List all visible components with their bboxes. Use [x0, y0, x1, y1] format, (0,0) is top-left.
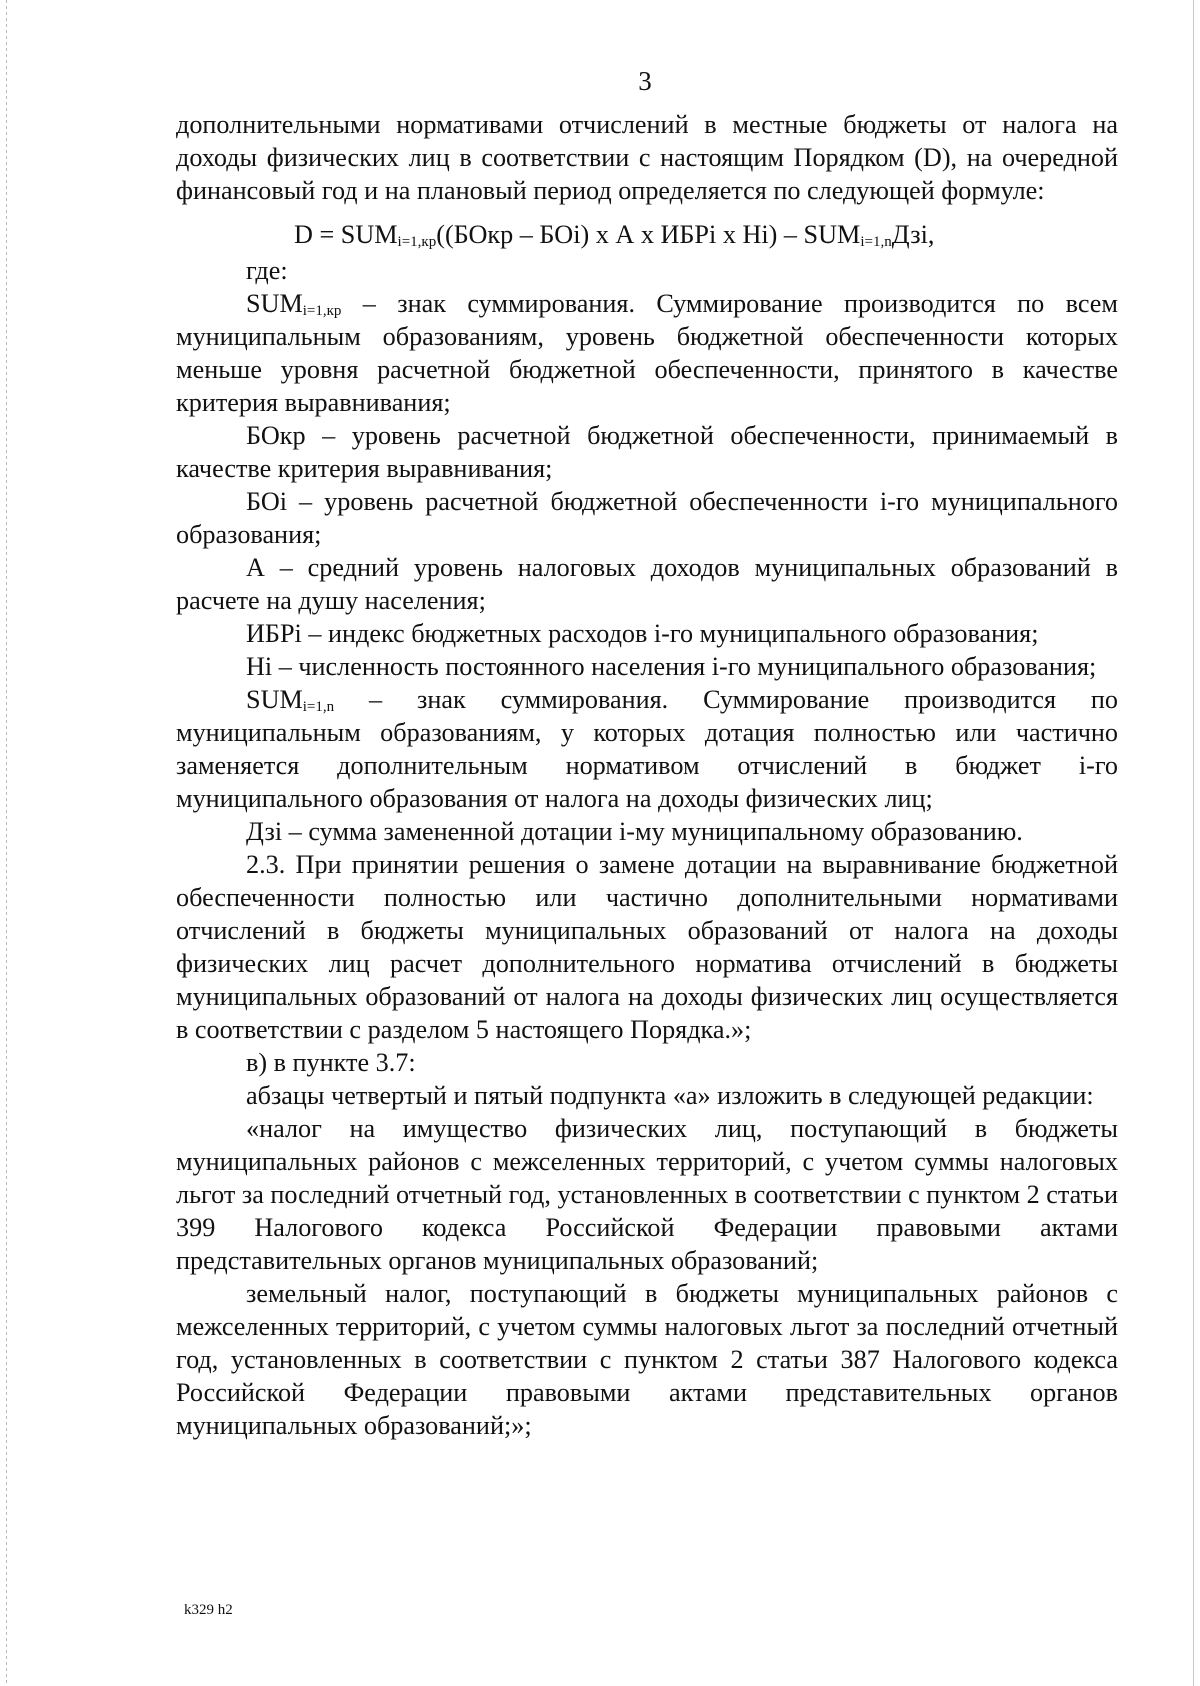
- formula-sub-1: i=1,кр: [397, 234, 437, 250]
- definition-dzi: Дзi – сумма замененной дотации i-му муниципальному образованию.: [246, 817, 1023, 846]
- paragraph-2-3: 2.3. При принятии решения о замене дотации на выравнивание бюджетной обеспеченности полностью или частично дополнительными нормативами отчислений в бюджеты муниципальных образований от налога на доходы физических лиц расчет дополнительного норматива отчислений в бюджеты муниципальных образований от налога на доходы физических лиц осуществляется в соответствии с разделом 5 настоящего Порядка.»;: [176, 850, 1118, 1044]
- paragraph-intro: дополнительными нормативами отчислений в местные бюджеты от налога на доходы физических лиц в соответствии с настоящим Порядком (D), на очередной финансовый год и на плановый период определяется по следующей формуле:: [176, 110, 1118, 205]
- formula-lhs: D = SUM: [294, 220, 398, 249]
- definition-text: – знак суммирования. Суммирование производится по всем муниципальным образованиям, уровень бюджетной обеспеченности которых меньше уровня расчетной бюджетной обеспеченности, принятого в качестве критерия выравнивания;: [176, 289, 1118, 417]
- definition-ni: Нi – численность постоянного населения i-го муниципального образования;: [246, 652, 1097, 681]
- sum-symbol: SUM: [246, 289, 303, 318]
- sum-subscript: i=1,кр: [302, 303, 342, 319]
- scan-edge-left: [6, 0, 7, 1686]
- definition-a: А – средний уровень налоговых доходов муниципальных образований в расчете на душу населения;: [176, 553, 1118, 615]
- paragraph-land-tax: земельный налог, поступающий в бюджеты муниципальных районов с межселенных территорий, с учетом суммы налоговых льгот за последний отчетный год, установленных в соответствии с пунктом 2 статьи 387 Налогового кодекса Российской Федерации правовыми актами представительных органов муниципальных образований;»;: [176, 1279, 1118, 1440]
- definition-ibri: ИБРi – индекс бюджетных расходов i-го муниципального образования;: [246, 619, 1039, 648]
- sum-subscript: i=1,n: [302, 699, 335, 715]
- definition-text: – знак суммирования. Суммирование производится по муниципальным образованиям, у которых дотация полностью или частично заменяется дополнительным нормативом отчислений в бюджет i-го муниципального образования от налога на доходы физических лиц;: [176, 685, 1118, 813]
- definition-boi: БОi – уровень расчетной бюджетной обеспеченности i-го муниципального образования;: [176, 487, 1118, 549]
- paragraph-abzacy: абзацы четвертый и пятый подпункта «а» изложить в следующей редакции:: [246, 1081, 1094, 1110]
- document-body: [176, 108, 1118, 1442]
- definition-sum-n: [176, 683, 1118, 815]
- formula-sub-2: i=1,n: [860, 234, 892, 250]
- formula: [176, 218, 1118, 251]
- scan-edge-right: [1193, 0, 1194, 1686]
- paragraph-property-tax: «налог на имущество физических лиц, поступающий в бюджеты муниципальных районов с межселенных территорий, с учетом суммы налоговых льгот за последний отчетный год, установленных в соответствии с пунктом 2 статьи 399 Налогового кодекса Российской Федерации правовыми актами представительных органов муниципальных образований;: [176, 1114, 1118, 1275]
- definition-sum-kr: [176, 287, 1118, 419]
- definition-bokr: БОкр – уровень расчетной бюджетной обеспеченности, принимаемый в качестве критерия выравнивания;: [176, 421, 1118, 483]
- paragraph-item-v: в) в пункте 3.7:: [246, 1048, 416, 1077]
- sum-symbol: SUM: [246, 685, 303, 714]
- paragraph-where: где:: [246, 256, 288, 285]
- document-code: k329 h2: [184, 1602, 233, 1618]
- formula-mid: ((БОкр – БОi) x А x ИБРi x Нi) – SUM: [436, 220, 861, 249]
- page-number: 3: [638, 66, 652, 96]
- formula-end: Дзi,: [891, 220, 935, 249]
